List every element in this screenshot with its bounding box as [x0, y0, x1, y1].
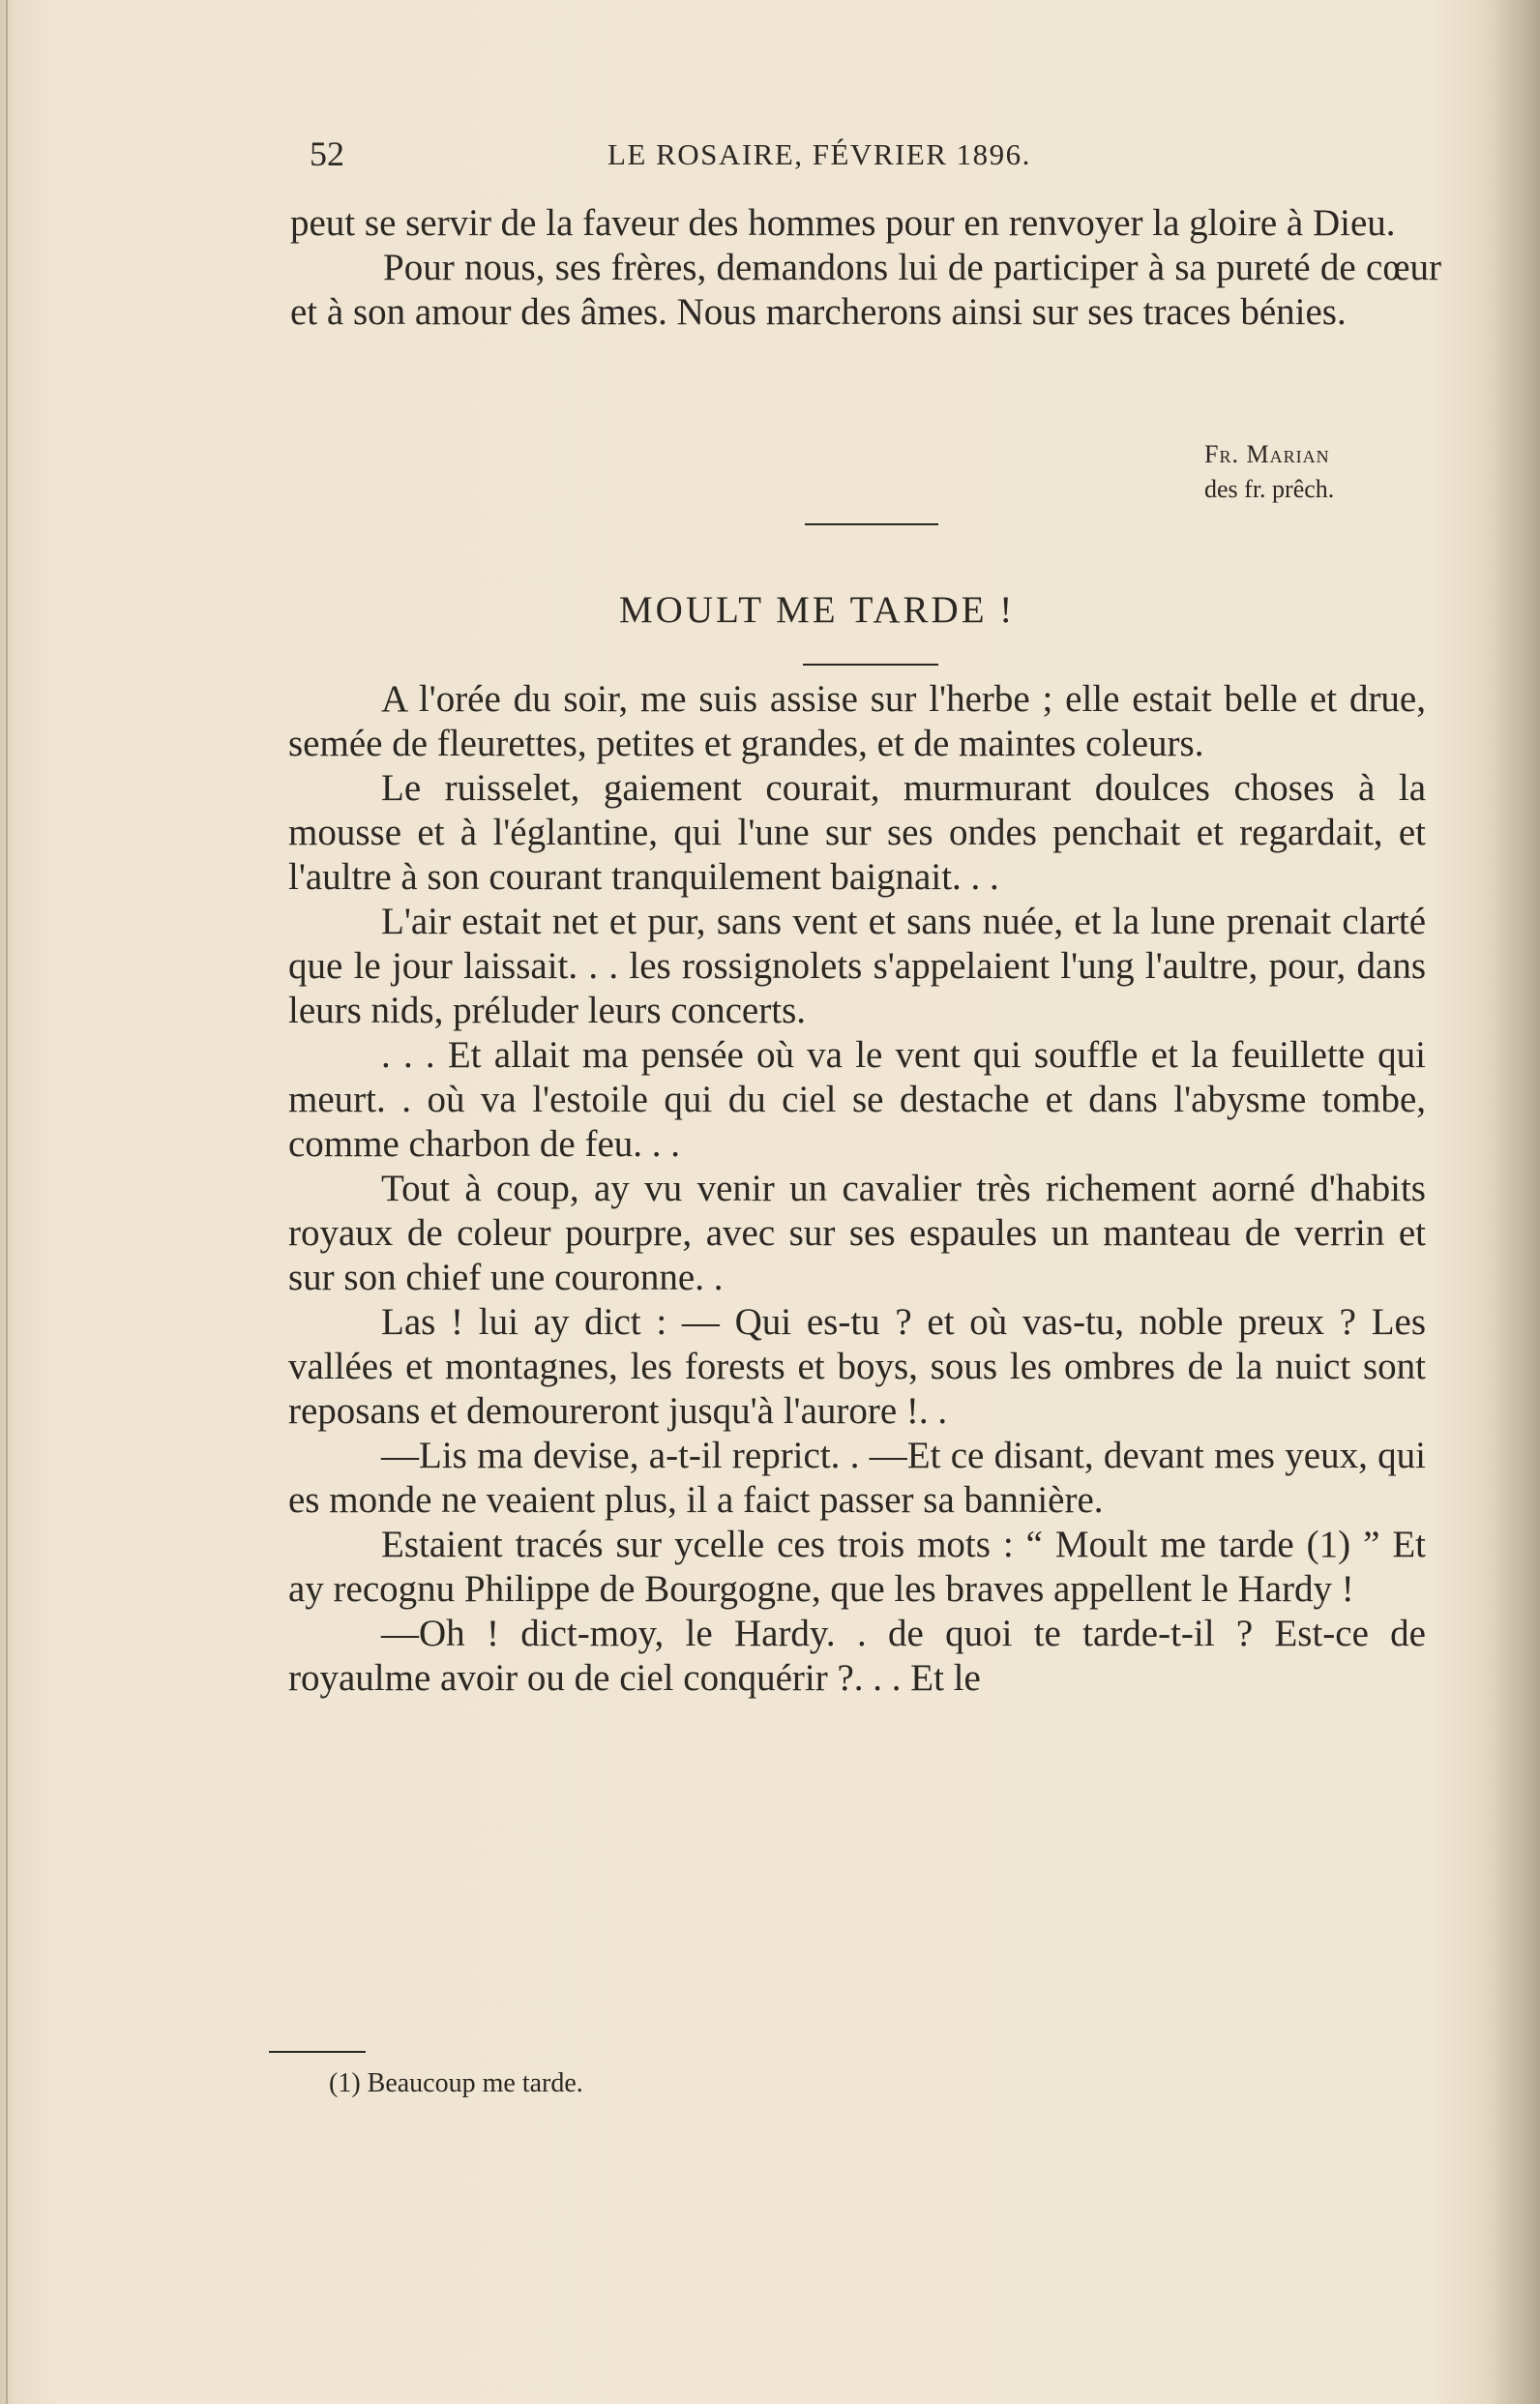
intro-text	[290, 201, 1441, 335]
body-paragraph-9: —Oh ! dict-moy, le Hardy. . de quoi te tarde-t-il ? Est-ce de royaulme avoir ou de ciel conquérir ?. . . Et le	[288, 1613, 1426, 1699]
intro-paragraph-1: peut se servir de la faveur des hommes pour en renvoyer la gloire à Dieu.	[290, 202, 1396, 244]
body-paragraph-4: . . . Et allait ma pensée où va le vent qui souffle et la feuillette qui meurt. . où va l'estoile qui du ciel se destache et dans l'abysme tombe, comme charbon de feu. . .	[288, 1034, 1426, 1165]
intro-paragraph-2: Pour nous, ses frères, demandons lui de participer à sa pureté de cœur et à son amour des âmes. Nous marcherons ainsi sur ses traces bénies.	[290, 247, 1441, 333]
signature	[1204, 437, 1456, 507]
body-paragraph-8: Estaient tracés sur ycelle ces trois mots : “ Moult me tarde (1) ” Et ay recognu Philippe de Bourgogne, que les braves appellent le Hardy !	[288, 1524, 1426, 1610]
running-title: LE ROSAIRE, FÉVRIER 1896.	[607, 137, 1031, 171]
section-title: MOULT ME TARDE !	[619, 589, 1016, 631]
body-paragraph-1: A l'orée du soir, me suis assise sur l'herbe ; elle estait belle et drue, semée de fleurettes, petites et grandes, et de maintes coleurs.	[288, 678, 1426, 764]
body-paragraph-3: L'air estait net et pur, sans vent et sans nuée, et la lune prenait clarté que le jour laissait. . . les rossignolets s'appelaient l'ung l'aultre, pour, dans leurs nids, préluder leurs concerts.	[288, 901, 1426, 1031]
footnote-rule	[269, 2051, 366, 2053]
binding-line	[6, 0, 8, 2404]
page-number: 52	[310, 134, 344, 173]
signature-order: des fr. prêch.	[1204, 475, 1335, 503]
body-paragraph-7: —Lis ma devise, a-t-il reprict. . —Et ce disant, devant mes yeux, qui es monde ne veaient plus, il a faict passer sa bannière.	[288, 1435, 1426, 1521]
article-body	[288, 677, 1426, 1701]
running-header	[310, 134, 1161, 182]
section-divider	[805, 523, 938, 525]
footnote: (1) Beaucoup me tarde.	[329, 2068, 583, 2098]
body-paragraph-5: Tout à coup, ay vu venir un cavalier très richement aorné d'habits royaux de coleur pourpre, avec sur ses espaules un manteau de verrin et sur son chief une couronne. .	[288, 1168, 1426, 1298]
body-paragraph-2: Le ruisselet, gaiement courait, murmurant doulces choses à la mousse et à l'églantine, qui l'une sur ses ondes penchait et regardait, et l'aultre à son courant tranquilement baignait. . .	[288, 767, 1426, 898]
page-edge-shadow	[1492, 0, 1540, 2404]
title-rule	[803, 664, 938, 666]
body-paragraph-6: Las ! lui ay dict : — Qui es-tu ? et où vas-tu, noble preux ? Les vallées et montagnes, les forests et boys, sous les ombres de la nuict sont reposans et demoureront jusqu'à l'aurore !. .	[288, 1301, 1426, 1432]
signature-name: Fr. Marian	[1204, 440, 1330, 468]
